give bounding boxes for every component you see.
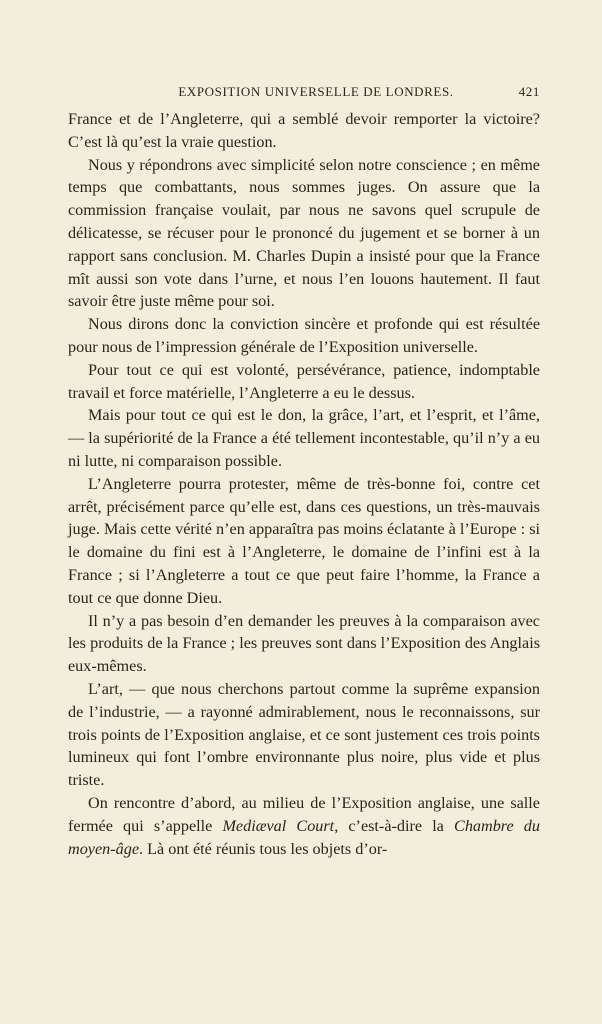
text-run: . Là ont été réunis tous les objets d’or-	[139, 839, 388, 858]
page-number: 421	[518, 84, 540, 99]
italic-chamber-name: Chambre du moyen-âge	[68, 816, 540, 858]
running-head	[68, 84, 540, 108]
paragraph: Nous y répondrons avec simplicité selon notre conscience ; en même temps que combattants, nous sommes juges. On assure que la commission française voulait, par nous ne savons quel scrupule de délicatesse, se récuser pour le prononcé du jugement et se borner à un rapport sans conclusion. M. Charles Dupin a insisté pour que la France mît aussi son vote dans l’urne, et nous l’en louons hautement. Il faut savoir être juste même pour soi.	[68, 155, 540, 311]
italic-court-name: Mediæval Court	[222, 816, 335, 835]
paragraph: L’Angleterre pourra protester, même de très-bonne foi, contre cet arrêt, précisément parce qu’elle est, dans ces questions, un très-mauvais juge. Mais cette vérité n’en apparaîtra pas moins éclatante à l’Europe : si le domaine du fini est à l’Angleterre, le domaine de l’infini est à la France ; si l’Angleterre a tout ce que peut faire l’homme, la France a tout ce que donne Dieu.	[68, 474, 540, 607]
paragraph: Mais pour tout ce qui est le don, la grâce, l’art, et l’esprit, et l’âme, — la supériorité de la France a été tellement incontestable, qu’il n’y a eu ni lutte, ni comparaison possible.	[68, 406, 540, 470]
paragraph: Il n’y a pas besoin d’en demander les preuves à la comparaison avec les produits de la France ; les preuves sont dans l’Exposition des Anglais eux-mêmes.	[68, 611, 540, 676]
paragraph-last	[68, 792, 540, 860]
text-run: On rencontre d’abord, au milieu de l’Exposition anglaise, une salle fermée qui s’appelle	[68, 793, 540, 835]
running-title: EXPOSITION UNIVERSELLE DE LONDRES.	[178, 84, 454, 99]
book-page	[68, 84, 540, 860]
paragraph: France et de l’Angleterre, qui a semblé devoir remporter la victoire? C’est là qu’est la vraie question.	[68, 110, 540, 151]
paragraph: L’art, — que nous cherchons partout comme la suprême expansion de l’industrie, — a rayonné admirablement, nous le reconnaissons, sur trois points de l’Exposition anglaise, et ce sont justement ces trois points lumineux qui font l’ombre environnante plus noire, plus vide et plus triste.	[68, 679, 540, 790]
paragraph: Pour tout ce qui est volonté, persévérance, patience, indomptable travail et force matérielle, l’Angleterre a eu le dessus.	[68, 360, 540, 402]
text-run: , c’est-à-dire la	[334, 816, 455, 835]
body-text	[68, 108, 540, 860]
paragraph: Nous dirons donc la conviction sincère et profonde qui est résultée pour nous de l’impression générale de l’Exposition universelle.	[68, 315, 540, 356]
